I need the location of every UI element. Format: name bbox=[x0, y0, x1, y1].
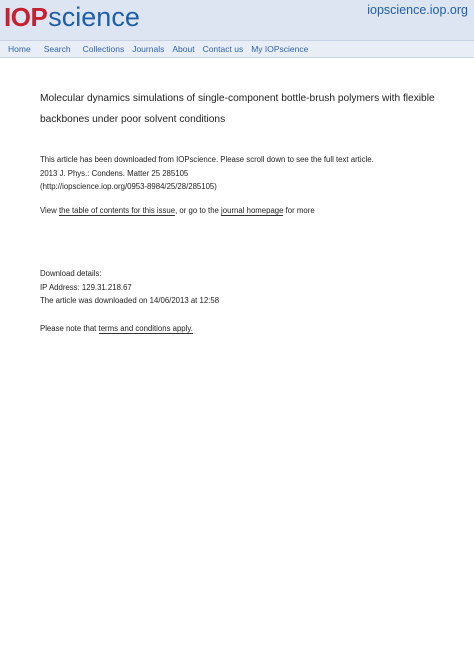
view-prefix: View bbox=[40, 206, 59, 215]
article-info bbox=[40, 153, 374, 194]
iopscience-logo[interactable] bbox=[4, 2, 140, 32]
downloaded-notice: This article has been downloaded from IOPscience. Please scroll down to see the full text article. bbox=[40, 155, 374, 164]
nav-home[interactable]: Home bbox=[8, 44, 31, 54]
download-details bbox=[40, 267, 219, 308]
terms-conditions-link[interactable]: terms and conditions apply. bbox=[98, 324, 193, 333]
article-title-line1: Molecular dynamics simulations of single-component bottle-brush polymers with flexible bbox=[40, 93, 435, 104]
logo-iop-text: IOP bbox=[4, 2, 48, 32]
article-title-line2: backbones under poor solvent conditions bbox=[40, 114, 226, 125]
view-links bbox=[40, 204, 315, 218]
nav-contact-us[interactable]: Contact us bbox=[202, 44, 244, 54]
article-cover-content bbox=[40, 88, 440, 333]
view-links-text bbox=[40, 204, 315, 218]
terms-notice-text bbox=[40, 322, 193, 336]
ip-address: IP Address: 129.31.218.67 bbox=[40, 282, 132, 292]
logo-science-text: science bbox=[48, 2, 140, 32]
view-suffix: for more bbox=[283, 206, 315, 215]
main-navigation bbox=[0, 40, 474, 58]
nav-search[interactable]: Search bbox=[43, 44, 71, 54]
site-url-link[interactable]: iopscience.iop.org bbox=[367, 3, 468, 17]
article-url: (http://iopscience.iop.org/0953-8984/25/28/285105) bbox=[40, 182, 217, 191]
toc-link[interactable]: the table of contents for this issue bbox=[58, 206, 176, 215]
download-heading: Download details: bbox=[40, 269, 102, 278]
article-title bbox=[40, 88, 440, 130]
terms-prefix: Please note that bbox=[40, 324, 99, 333]
download-date: The article was downloaded on 14/06/2013 at 12:58 bbox=[40, 296, 220, 305]
nav-about[interactable]: About bbox=[172, 44, 195, 54]
nav-my-iopscience[interactable]: My IOPscience bbox=[251, 44, 309, 54]
nav-collections[interactable]: Collections bbox=[82, 44, 125, 54]
journal-homepage-link[interactable]: journal homepage bbox=[221, 206, 284, 215]
view-middle: , or go to the bbox=[175, 206, 222, 215]
terms-notice bbox=[40, 322, 193, 336]
nav-journals[interactable]: Journals bbox=[132, 44, 165, 54]
site-header bbox=[0, 0, 474, 40]
citation: 2013 J. Phys.: Condens. Matter 25 285105 bbox=[40, 168, 189, 178]
